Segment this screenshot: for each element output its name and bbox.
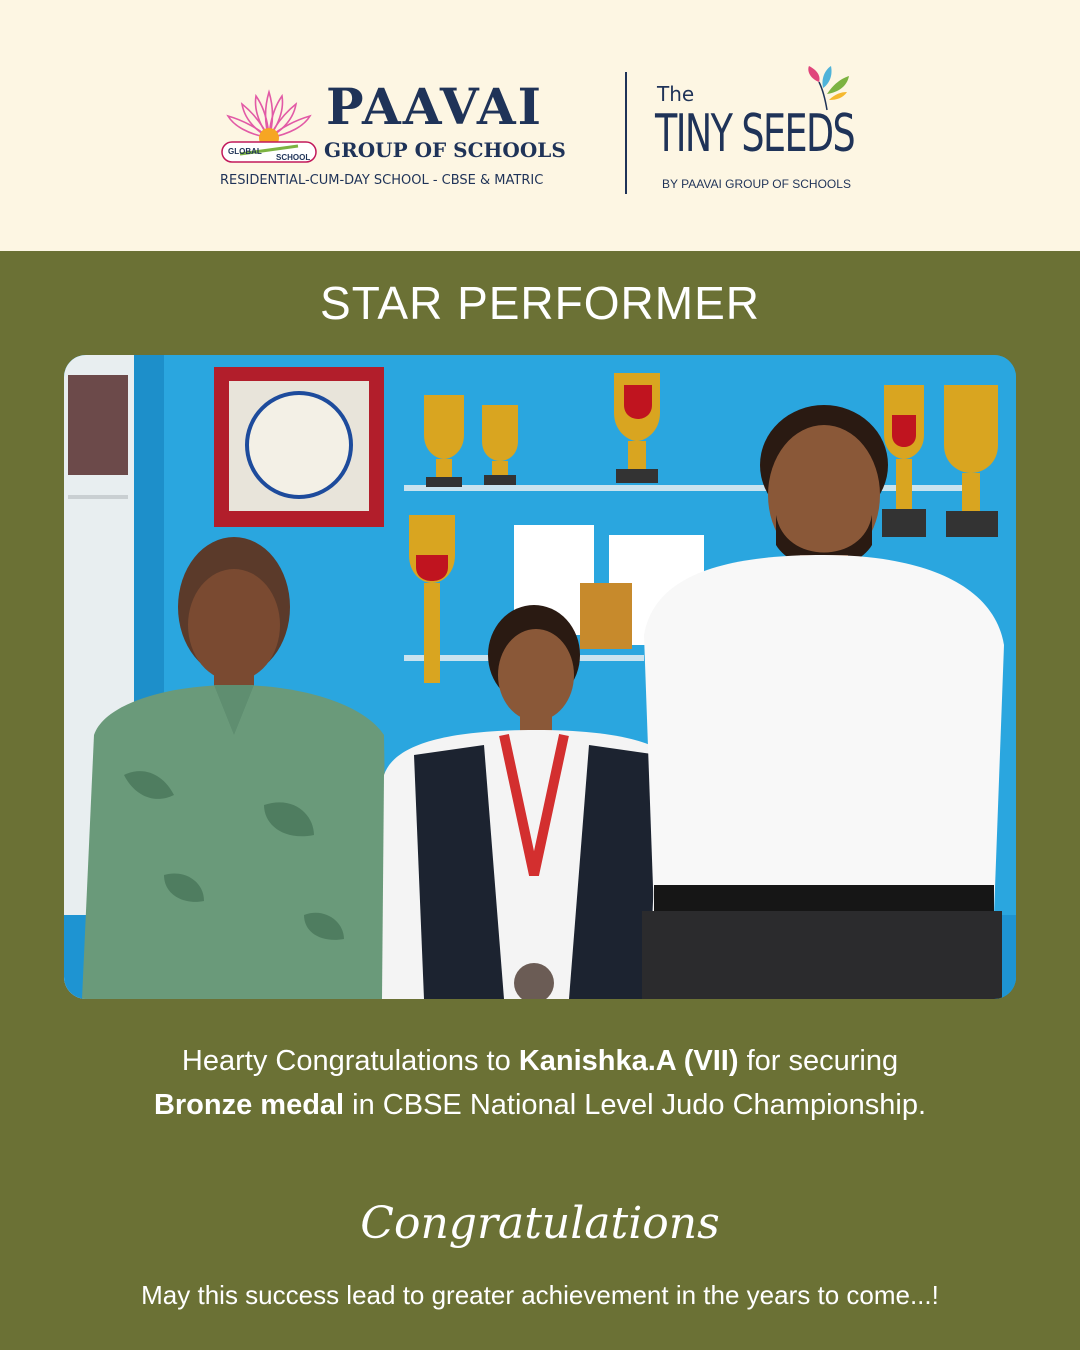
paavai-tagline: RESIDENTIAL-CUM-DAY SCHOOL - CBSE & MATRIC [220,173,544,188]
header [0,0,1080,251]
lotus-emblem-icon [218,88,320,164]
student-name: Kanishka.A (VII) [518,1045,739,1077]
congratulations-script [0,1186,1080,1266]
message-part2: for securing [738,1045,899,1077]
message-part3: in CBSE National Level Judo Championship. [344,1089,927,1121]
page-title: STAR PERFORMER [320,277,760,329]
award-photo-illustration [64,355,1016,999]
emblem-school-text: SCHOOL [276,153,311,162]
message-part1: Hearty Congratulations to [181,1045,519,1077]
closing-message: May this success lead to greater achievement in the years to come...! [141,1280,939,1310]
tiny-seeds-logo [655,64,875,194]
award-photo [64,355,1016,999]
medal-name: Bronze medal [153,1089,345,1121]
paavai-logo [218,77,588,194]
tiny-seeds-byline: BY PAAVAI GROUP OF SCHOOLS [662,177,851,191]
congratulation-message [60,1039,1020,1127]
paavai-group: GROUP OF SCHOOLS [324,138,566,162]
tiny-seeds-the: The [657,82,695,106]
tiny-seeds-name: TINY SEEDS [655,104,855,164]
emblem-global-text: GLOBAL [228,147,262,156]
main-panel [0,251,1080,1350]
logo-divider [625,72,627,194]
paavai-name: PAAVAI [326,77,544,136]
script-word: Congratulations [360,1198,720,1249]
